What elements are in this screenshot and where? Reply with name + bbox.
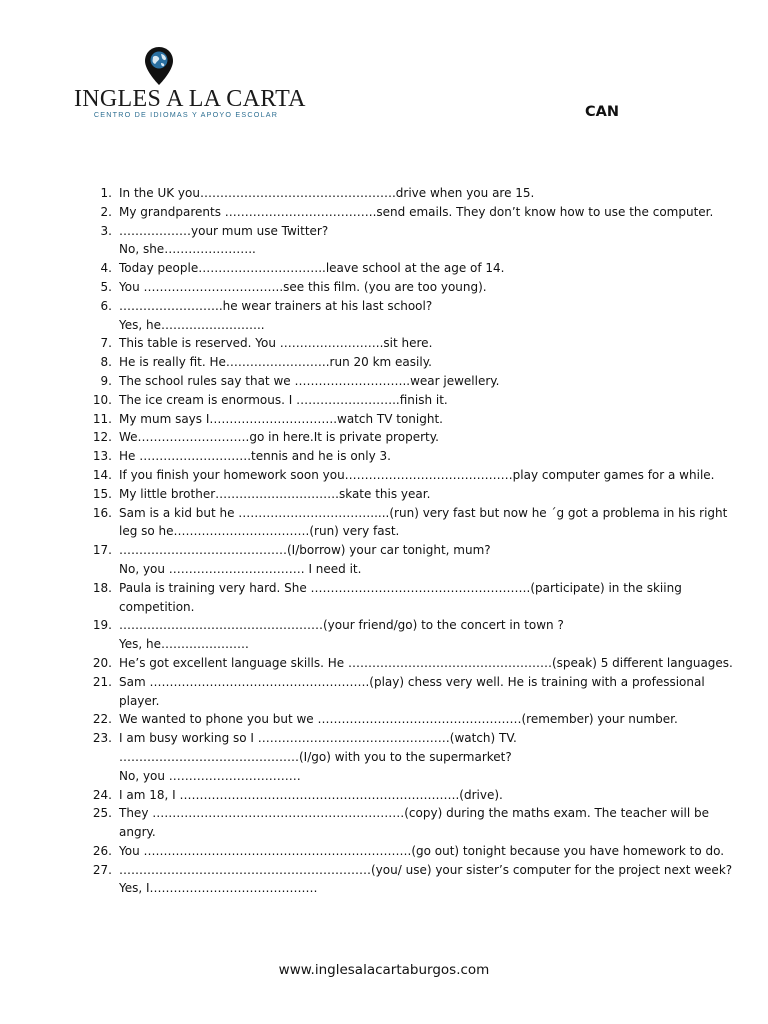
exercise-item [90, 222, 700, 260]
exercise-number: 16. [92, 505, 112, 520]
exercise-sentence: They ………………………………………………………(copy) during the maths exam. The teacher will be [119, 806, 710, 821]
page-title: CAN [585, 104, 619, 120]
brand-tagline: CENTRO DE IDIOMAS Y APOYO ESCOLAR [93, 110, 279, 119]
exercise-number: 8. [100, 355, 112, 370]
exercise-number: 3. [100, 223, 112, 238]
exercise-sentence: If you finish your homework soon you……………………………………play computer games for a while. [119, 467, 715, 482]
exercise-item [90, 786, 700, 805]
exercise-item [90, 278, 700, 297]
exercise-number: 18. [92, 580, 112, 595]
exercise-number: 9. [100, 373, 112, 388]
exercise-item [90, 353, 700, 372]
exercise-number: 15. [92, 486, 112, 501]
exercise-item [90, 203, 714, 222]
exercise-sentence: We……………………….go in here.It is private property. [119, 430, 439, 445]
exercise-item [90, 579, 700, 617]
exercise-sentence: ………………………………………………………(you/ use) your sister’s computer for the project next week? [119, 862, 733, 877]
map-pin-globe-icon [144, 46, 174, 86]
exercise-sentence: I am busy working so I …………………………………………(watch) TV. [119, 731, 517, 746]
exercise-item [90, 334, 700, 353]
exercise-item [90, 804, 710, 842]
exercise-answer-line: No, you ……………………………. I need it. [119, 561, 362, 576]
exercise-sentence: ……………………………………(I/borrow) your car tonight, mum? [119, 543, 491, 558]
exercise-number: 5. [100, 279, 112, 294]
exercise-number: 17. [92, 543, 112, 558]
exercise-number: 2. [100, 204, 112, 219]
exercise-number: 19. [92, 618, 112, 633]
exercise-sentence: Sam ……………………………………………….(play) chess very well. He is training with a professional [119, 674, 705, 689]
exercise-item [90, 485, 700, 504]
footer-website: www.inglesalacartaburgos.com [278, 962, 490, 978]
exercise-number: 13. [92, 449, 112, 464]
exercise-sentence: The school rules say that we ………………………..wear jewellery. [119, 373, 500, 388]
exercise-item [90, 184, 700, 203]
exercise-sentence: I am 18, I …………………………………………………………….(drive). [119, 787, 503, 802]
exercise-answer-line: leg so he…………………………….(run) very fast. [119, 524, 400, 539]
exercise-sentence: This table is reserved. You ……………………..sit here. [119, 336, 433, 351]
exercise-number: 21. [92, 674, 112, 689]
exercise-number: 6. [100, 298, 112, 313]
brand-logo [74, 44, 306, 128]
exercise-item [90, 842, 725, 861]
exercise-answer-line: angry. [119, 825, 156, 840]
exercise-answer-line: No, you …………………………… [119, 768, 301, 783]
exercise-item [90, 259, 700, 278]
exercise-sentence: He ……………………….tennis and he is only 3. [119, 449, 391, 464]
exercise-sentence: The ice cream is enormous. I ……………………..finish it. [119, 392, 448, 407]
exercise-sentence: My grandparents ………………………………..send emails. They don’t know how to use the computer. [119, 204, 714, 219]
exercise-answer-line: Yes, he…………………. [119, 637, 249, 652]
exercise-item [90, 729, 700, 785]
exercise-sentence: You ………………………………………………………….(go out) tonight because you have homework to do. [119, 843, 725, 858]
exercise-answer-line: Yes, he…………………….. [119, 317, 265, 332]
exercise-sentence: ………………your mum use Twitter? [119, 223, 329, 238]
exercise-answer-line: competition. [119, 599, 195, 614]
exercise-item [90, 710, 700, 729]
exercise-answer-line: player. [119, 693, 160, 708]
exercise-item [90, 466, 715, 485]
exercise-number: 27. [92, 862, 112, 877]
exercise-item [90, 541, 700, 579]
exercise-number: 12. [92, 430, 112, 445]
exercise-answer-line: No, she………………….. [119, 242, 256, 257]
exercise-number: 14. [92, 467, 112, 482]
exercise-number: 1. [100, 186, 112, 200]
exercise-answer-line: ………………………………………(I/go) with you to the supermarket? [119, 749, 512, 764]
exercise-sentence: Paula is training very hard. She ……………………………………………….(participate) in the skiing [119, 580, 682, 595]
exercise-number: 26. [92, 843, 112, 858]
exercise-sentence: My little brother………………………….skate this year. [119, 486, 431, 501]
exercise-sentence: Sam is a kid but he …………………………….....(run) very fast but now he ´g got a problema in his right [119, 505, 728, 520]
exercise-number: 4. [100, 261, 112, 276]
exercise-sentence: He’s got excellent language skills. He ……………………………………………(speak) 5 different languages. [119, 655, 733, 670]
exercise-item [90, 372, 700, 391]
exercise-number: 23. [92, 731, 112, 746]
exercise-number: 10. [92, 392, 112, 407]
exercise-item [90, 654, 733, 673]
exercise-item [90, 428, 700, 447]
exercise-number: 20. [92, 655, 112, 670]
exercise-sentence: He is really fit. He……………………..run 20 km easily. [119, 355, 432, 370]
exercise-number: 11. [92, 411, 112, 426]
exercise-number: 24. [92, 787, 112, 802]
exercise-item [90, 297, 700, 335]
brand-name: INGLES A LA CARTA [74, 86, 306, 112]
exercise-item [90, 861, 733, 899]
exercise-sentence: We wanted to phone you but we ……………………………………………(remember) your number. [119, 712, 678, 727]
exercise-item [90, 447, 700, 466]
exercise-list [90, 184, 733, 898]
exercise-number: 7. [100, 336, 112, 351]
exercise-item [90, 504, 728, 542]
exercise-number: 25. [92, 806, 112, 821]
exercise-sentence: ……………………………………………(your friend/go) to the concert in town ? [119, 618, 564, 633]
exercise-sentence: In the UK you………………………………………….drive when you are 15. [119, 186, 535, 200]
exercise-item [90, 673, 705, 711]
exercise-item [90, 391, 700, 410]
exercise-number: 22. [92, 712, 112, 727]
exercise-item [90, 410, 700, 429]
exercise-sentence: My mum says I…………………………..watch TV tonight. [119, 411, 443, 426]
exercise-answer-line: Yes, I…………………………………… [119, 881, 318, 896]
exercise-sentence: Today people…………………………..leave school at the age of 14. [119, 261, 505, 276]
exercise-sentence: ……………………..he wear trainers at his last school? [119, 298, 433, 313]
exercise-sentence: You ……………………………..see this film. (you are too young). [119, 279, 487, 294]
exercise-item [90, 616, 700, 654]
